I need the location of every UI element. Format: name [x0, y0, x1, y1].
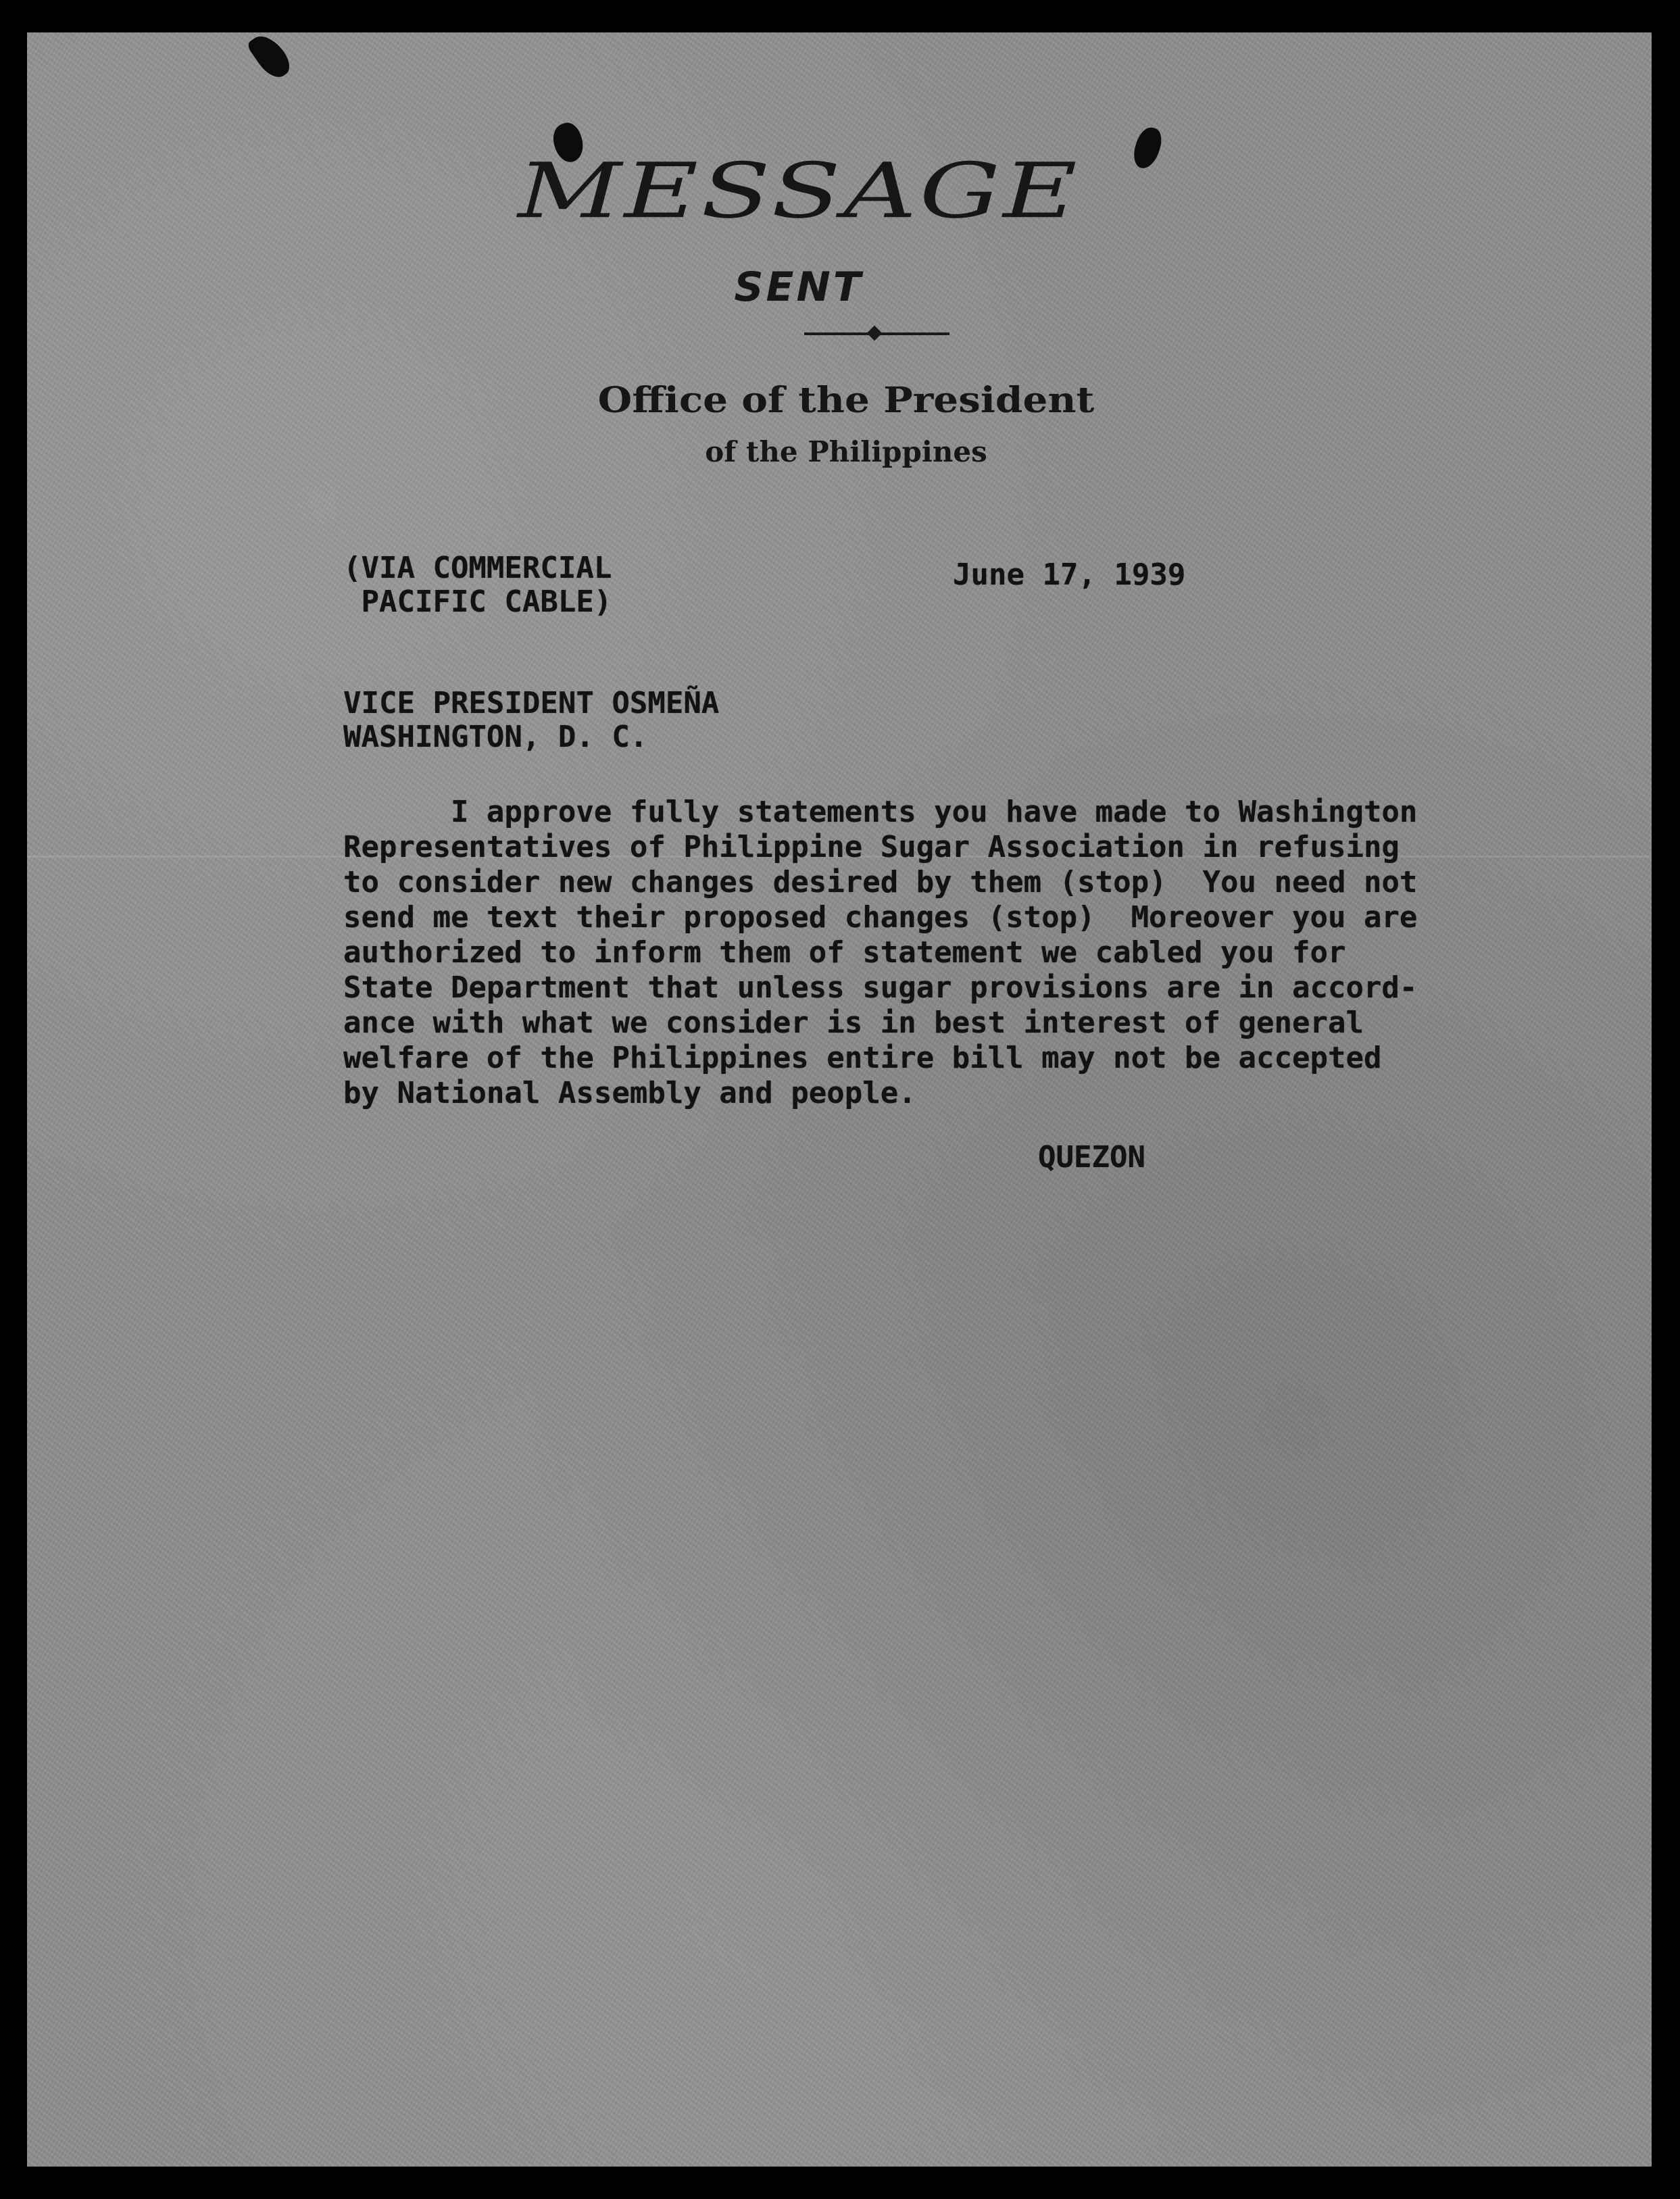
signature: QUEZON: [1038, 1140, 1145, 1175]
routing-line-2: PACIFIC CABLE): [343, 585, 612, 619]
letterhead-office: Office of the President: [597, 379, 1095, 421]
body-line: by National Assembly and people.: [343, 1076, 916, 1110]
body-line: Representatives of Philippine Sugar Association in refusing: [343, 830, 1400, 864]
body-line: send me text their proposed changes (stop) Moreover you are: [343, 900, 1418, 935]
message-date: June 17, 1939: [953, 558, 1186, 592]
body-line: welfare of the Philippines entire bill may not be accepted: [343, 1041, 1382, 1075]
addressee-line-2: WASHINGTON, D. C.: [343, 720, 648, 754]
letterhead-office-sub: of the Philippines: [705, 435, 987, 468]
body-line: ance with what we consider is in best interest of general: [343, 1006, 1364, 1040]
letterhead-ornament-divider: [804, 332, 949, 335]
routing-note: [343, 551, 612, 619]
body-line: State Department that unless sugar provisions are in accord-: [343, 970, 1418, 1005]
body-line: to consider new changes desired by them (stop) You need not: [343, 865, 1418, 899]
addressee-line-1: VICE PRESIDENT OSMEÑA: [343, 686, 720, 720]
document-page: [27, 32, 1652, 2167]
routing-line-1: (VIA COMMERCIAL: [343, 551, 612, 585]
body-line: I approve fully statements you have made to Washington: [343, 795, 1418, 829]
body-line: authorized to inform them of statement we cabled you for: [343, 935, 1346, 970]
letterhead-subtitle: SENT: [734, 264, 864, 311]
ink-stain: [246, 29, 295, 83]
message-body: [343, 795, 1417, 1111]
letterhead-title: MESSAGE: [518, 147, 1080, 236]
addressee-block: [343, 687, 719, 754]
